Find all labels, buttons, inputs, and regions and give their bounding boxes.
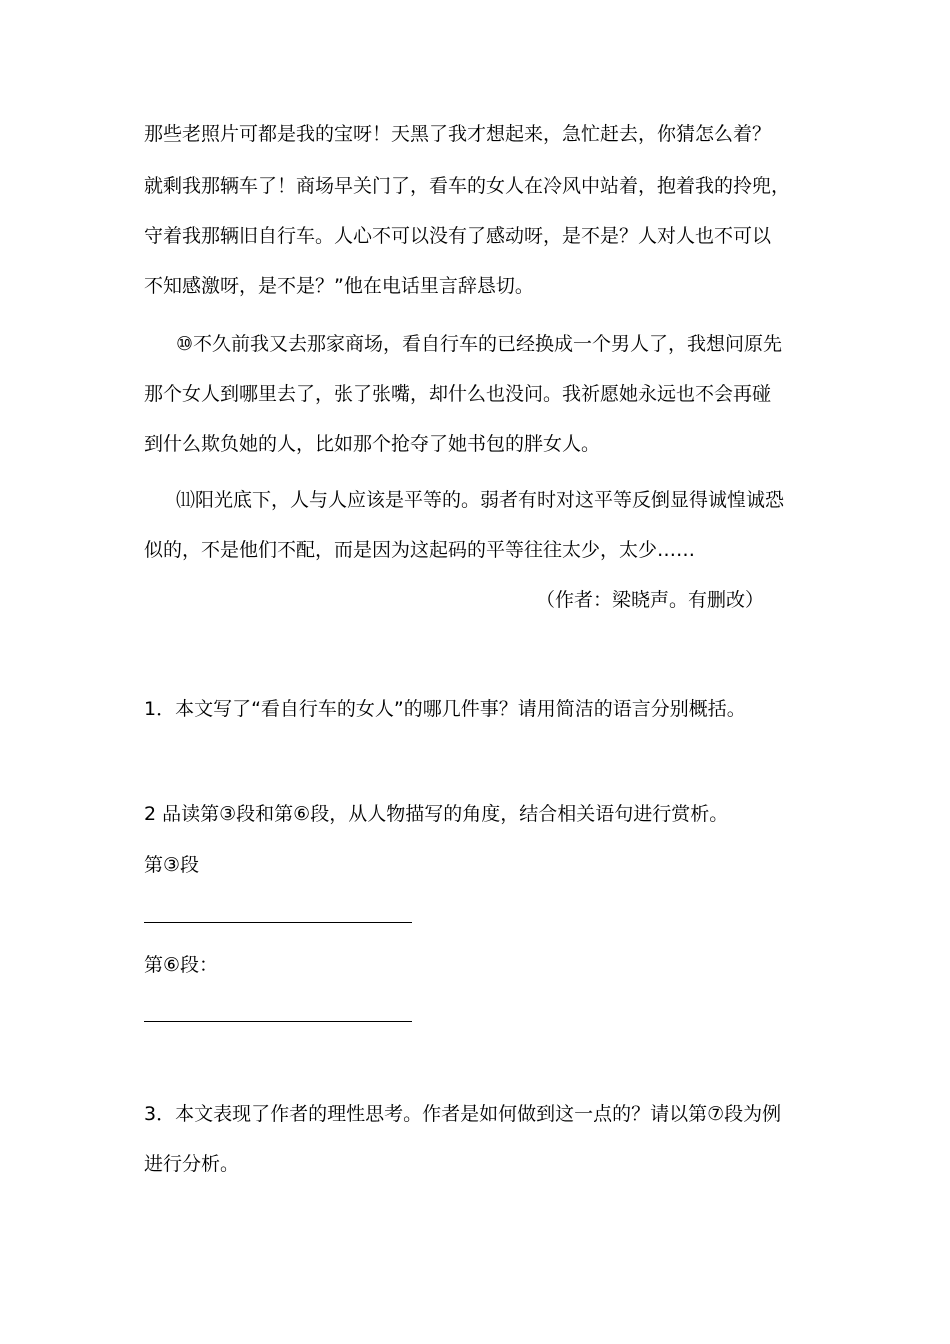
paragraph-11-line-2: 似的，不是他们不配，而是因为这起码的平等往往太少，太少……	[144, 539, 696, 561]
question-2: 2 品读第③段和第⑥段，从人物描写的角度，结合相关语句进行赏析。	[144, 803, 729, 825]
paragraph-10-line-1: ⑩不久前我又去那家商场，看自行车的已经换成一个男人了，我想问原先	[176, 333, 783, 355]
paragraph-9-line-4: 不知感激呀，是不是？”他在电话里言辞恳切。	[144, 275, 534, 297]
paragraph-9-line-3: 守着我那辆旧自行车。人心不可以没有了感动呀，是不是？人对人也不可以	[144, 225, 772, 247]
paragraph-11-line-1: ⑾阳光底下，人与人应该是平等的。弱者有时对这平等反倒显得诚惶诚恐	[176, 489, 785, 511]
question-3-line-2: 进行分析。	[144, 1153, 240, 1175]
question-2-part-2-label: 第⑥段：	[144, 954, 219, 976]
paragraph-9-line-1: 那些老照片可都是我的宝呀！天黑了我才想起来，急忙赶去，你猜怎么着？	[144, 123, 772, 145]
paragraph-10-line-2: 那个女人到哪里去了，张了张嘴，却什么也没问。我祈愿她永远也不会再碰	[144, 383, 772, 405]
source-attribution: （作者：梁晓声。有删改）	[536, 589, 765, 611]
answer-blank-2[interactable]	[144, 1021, 412, 1022]
question-2-part-1-label: 第③段	[144, 854, 200, 876]
paragraph-9-line-2: 就剩我那辆车了！商场早关门了，看车的女人在冷风中站着，抱着我的拎兜，	[144, 175, 791, 197]
answer-blank-1[interactable]	[144, 922, 412, 923]
question-1: 1．本文写了“看自行车的女人”的哪几件事？请用简洁的语言分别概括。	[144, 698, 746, 720]
paragraph-10-line-3: 到什么欺负她的人，比如那个抢夺了她书包的胖女人。	[144, 433, 601, 455]
question-3-line-1: 3．本文表现了作者的理性思考。作者是如何做到这一点的？请以第⑦段为例	[144, 1103, 782, 1125]
